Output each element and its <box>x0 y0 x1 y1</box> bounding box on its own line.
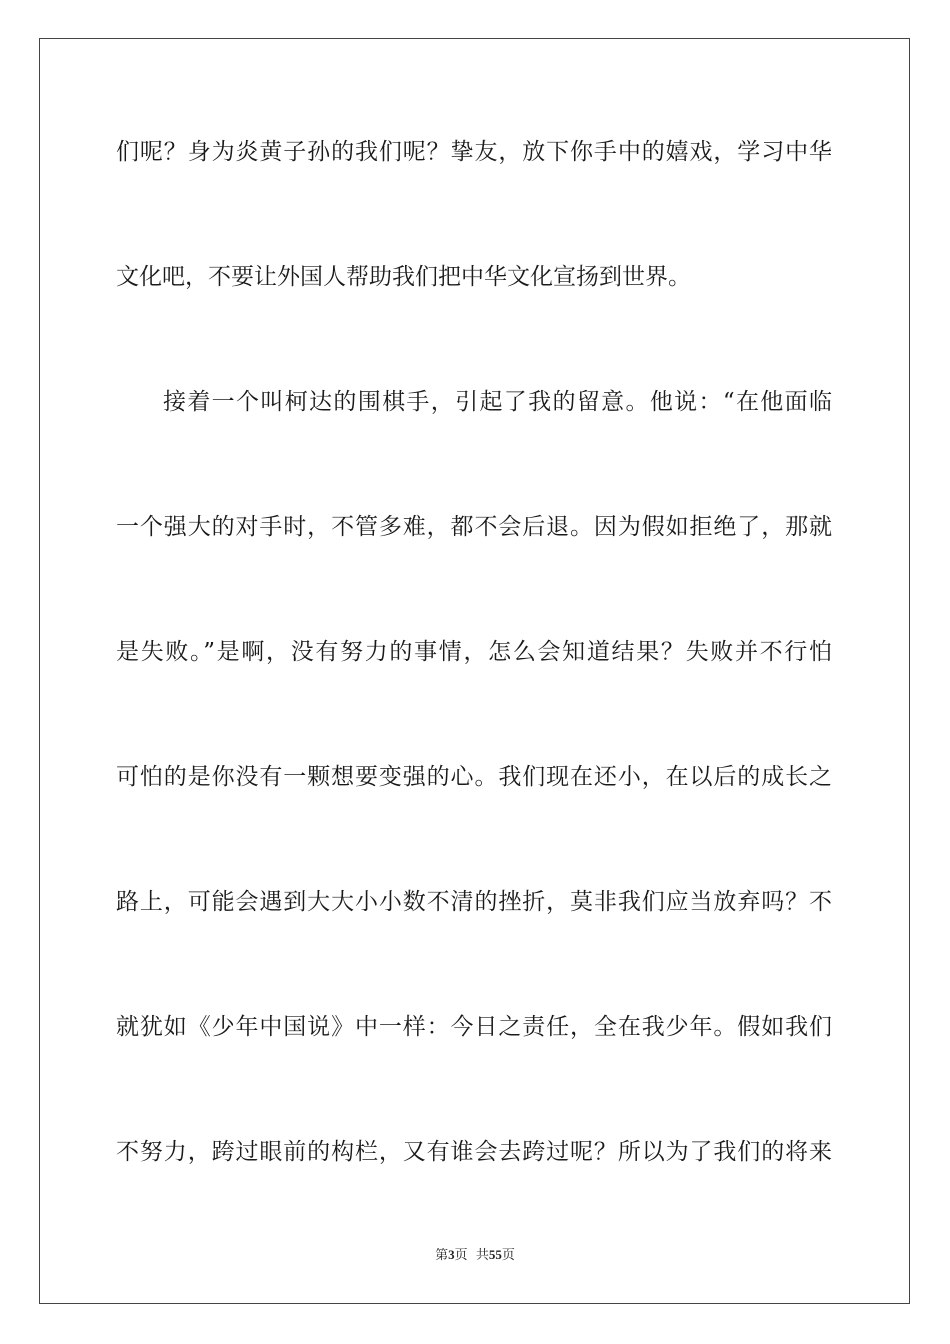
text-line: 不努力，跨过眼前的构栏，又有谁会去跨过呢？所以为了我们的将来 <box>116 1139 832 1165</box>
footer-separator <box>468 1248 476 1263</box>
text-line: 一个强大的对手时，不管多难，都不会后退。因为假如拒绝了，那就 <box>116 514 832 540</box>
text-line: 文化吧，不要让外国人帮助我们把中华文化宣扬到世界。 <box>116 264 691 290</box>
text-line: 路上，可能会遇到大大小小数不清的挫折，莫非我们应当放弃吗？不 <box>116 889 832 915</box>
text-line: 就犹如《少年中国说》中一样：今日之责任，全在我少年。假如我们 <box>116 1014 832 1040</box>
page-number: 3 <box>448 1247 455 1262</box>
total-suffix: 页 <box>501 1248 515 1263</box>
total-prefix: 共 <box>475 1248 489 1263</box>
text-line: 是失败。”是啊，没有努力的事情，怎么会知道结果？失败并不行怕 <box>116 639 832 665</box>
total-pages: 55 <box>488 1247 502 1262</box>
document-body <box>116 127 832 1252</box>
page-suffix: 页 <box>454 1248 468 1263</box>
text-line: 接着一个叫柯达的围棋手，引起了我的留意。他说：“在他面临 <box>163 389 832 415</box>
page-footer <box>0 1245 950 1266</box>
text-line: 可怕的是你没有一颗想要变强的心。我们现在还小，在以后的成长之 <box>116 764 832 790</box>
page-prefix: 第 <box>435 1248 449 1263</box>
text-line: 们呢？身为炎黄子孙的我们呢？挚友，放下你手中的嬉戏，学习中华 <box>116 139 832 165</box>
